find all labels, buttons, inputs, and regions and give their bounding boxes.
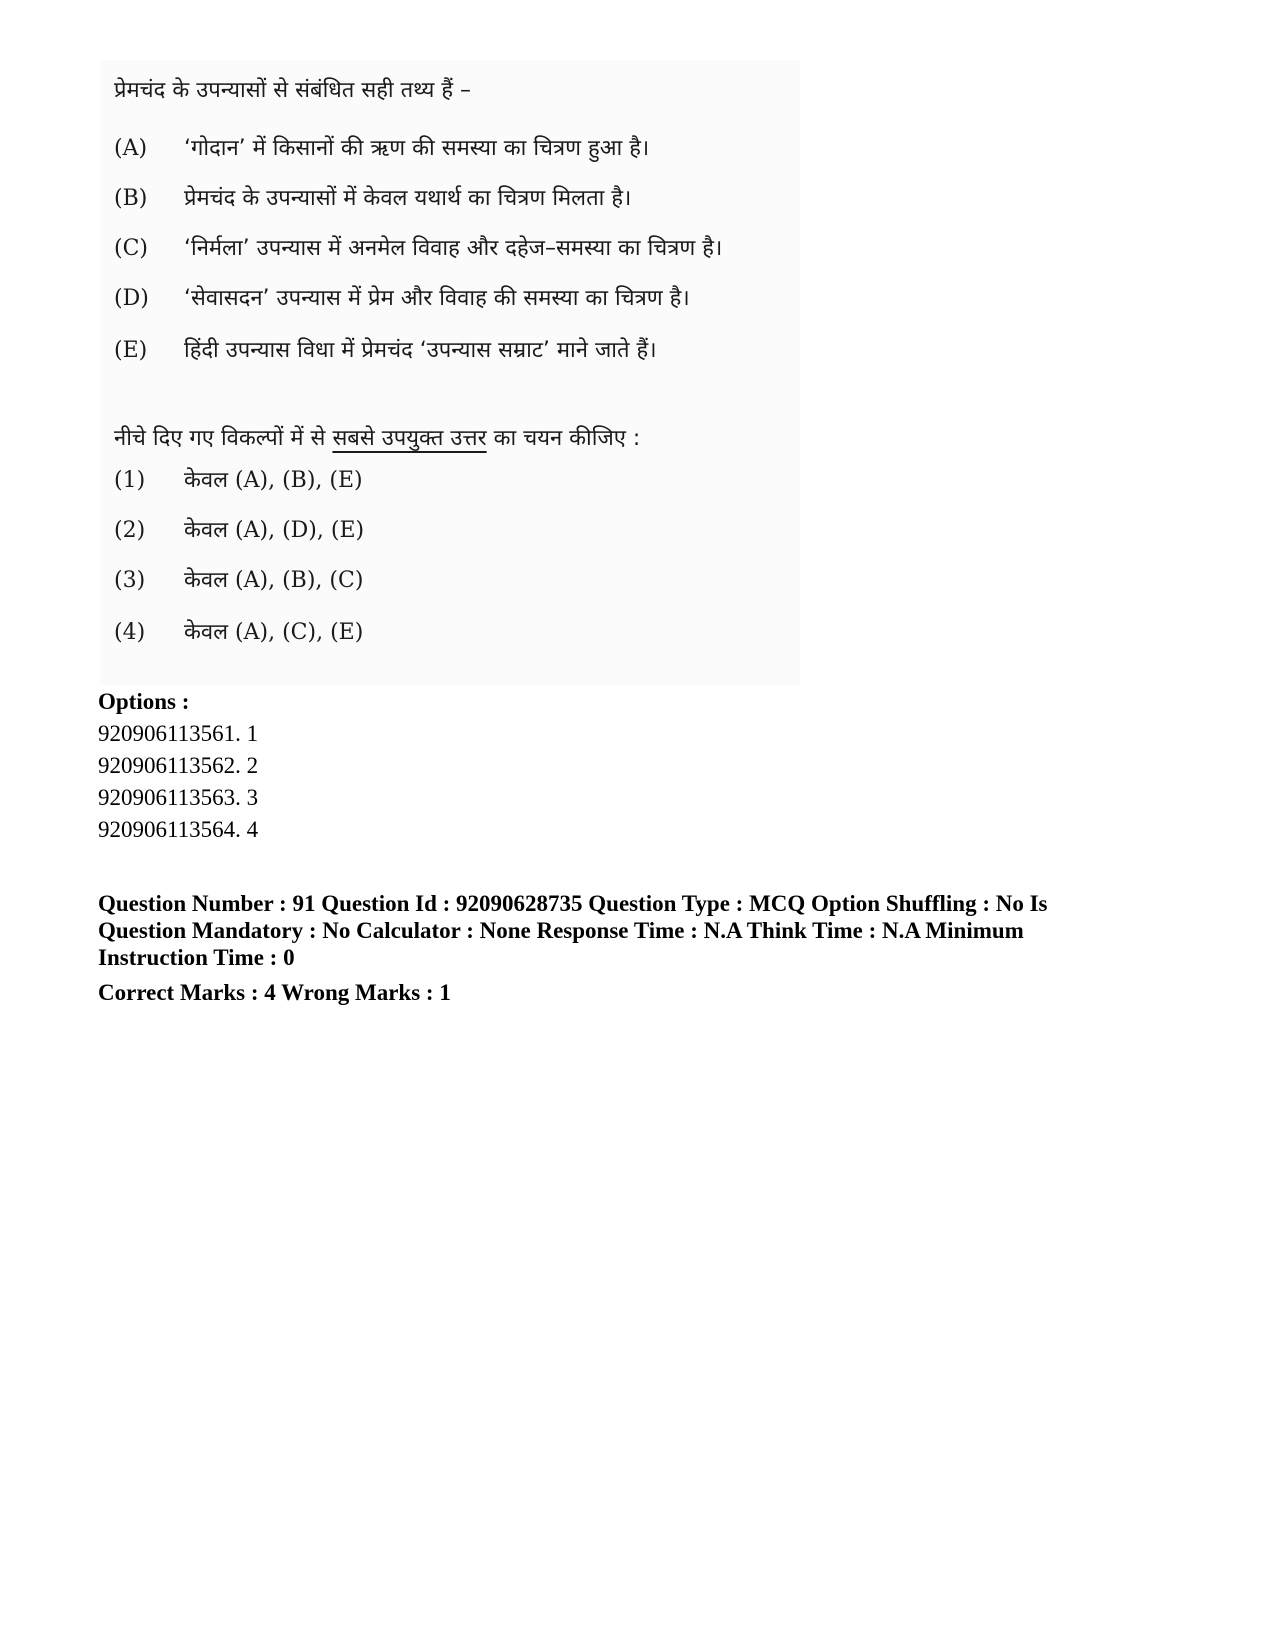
statement-label: (C) — [114, 236, 148, 261]
statement-a — [114, 132, 649, 162]
choice-4 — [114, 616, 363, 646]
instruction-suffix: का चयन कीजिए : — [493, 426, 641, 451]
choice-word: केवल — [184, 518, 229, 543]
choice-2 — [114, 514, 364, 544]
statement-label: (D) — [114, 286, 149, 311]
choice-value: (A), (C), (E) — [235, 620, 364, 645]
choice-label: (1) — [114, 468, 146, 493]
question-stem: प्रेमचंद के उपन्यासों से संबंधित सही तथ्य हैं – — [114, 78, 472, 103]
choice-word: केवल — [184, 568, 229, 593]
question-image — [100, 60, 800, 685]
choice-label: (4) — [114, 620, 146, 645]
choice-value: (A), (D), (E) — [235, 518, 365, 543]
choice-3 — [114, 564, 363, 594]
choice-label: (2) — [114, 518, 146, 543]
options-title: Options : — [98, 689, 190, 714]
choice-value: (A), (B), (E) — [235, 468, 363, 493]
statement-text: हिंदी उपन्यास विधा में प्रेमचंद ‘उपन्यास सम्राट’ माने जाते हैं। — [184, 338, 657, 363]
statement-text: ‘गोदान’ में किसानों की ऋण की समस्या का चित्रण हुआ है। — [184, 136, 650, 161]
choice-1 — [114, 464, 363, 494]
statement-label: (A) — [114, 136, 148, 161]
choice-word: केवल — [184, 468, 229, 493]
statement-d — [114, 282, 690, 312]
marks-info: Correct Marks : 4 Wrong Marks : 1 — [98, 980, 451, 1005]
question-info: Question Number : 91 Question Id : 92090628735 Question Type : MCQ Option Shuffling : No Is Question Mandatory : No Calculator : None Response Time : N.A Think Time : N.A Minimum Instruction Time : 0 — [98, 891, 1048, 970]
instruction-prefix: नीचे दिए गए विकल्पों में से — [114, 426, 326, 451]
choice-word: केवल — [184, 620, 229, 645]
options-list — [98, 718, 258, 846]
statement-b — [114, 182, 631, 212]
option-item: 920906113564. 4 — [98, 817, 259, 842]
statement-c — [114, 232, 722, 262]
statement-label: (E) — [114, 338, 148, 363]
statement-text: ‘निर्मला’ उपन्यास में अनमेल विवाह और दहेज–समस्या का चित्रण है। — [184, 236, 723, 261]
option-item: 920906113563. 3 — [98, 785, 259, 810]
option-item: 920906113561. 1 — [98, 721, 259, 746]
choice-label: (3) — [114, 568, 146, 593]
statement-text: प्रेमचंद के उपन्यासों में केवल यथार्थ का चित्रण मिलता है। — [184, 186, 632, 211]
choice-value: (A), (B), (C) — [235, 568, 364, 593]
statement-label: (B) — [114, 186, 148, 211]
option-item: 920906113562. 2 — [98, 753, 259, 778]
statement-text: ‘सेवासदन’ उपन्यास में प्रेम और विवाह की समस्या का चित्रण है। — [184, 286, 690, 311]
statement-e — [114, 334, 657, 364]
instruction-underlined: सबसे उपयुक्त उत्तर — [332, 426, 487, 451]
instruction — [114, 422, 640, 452]
